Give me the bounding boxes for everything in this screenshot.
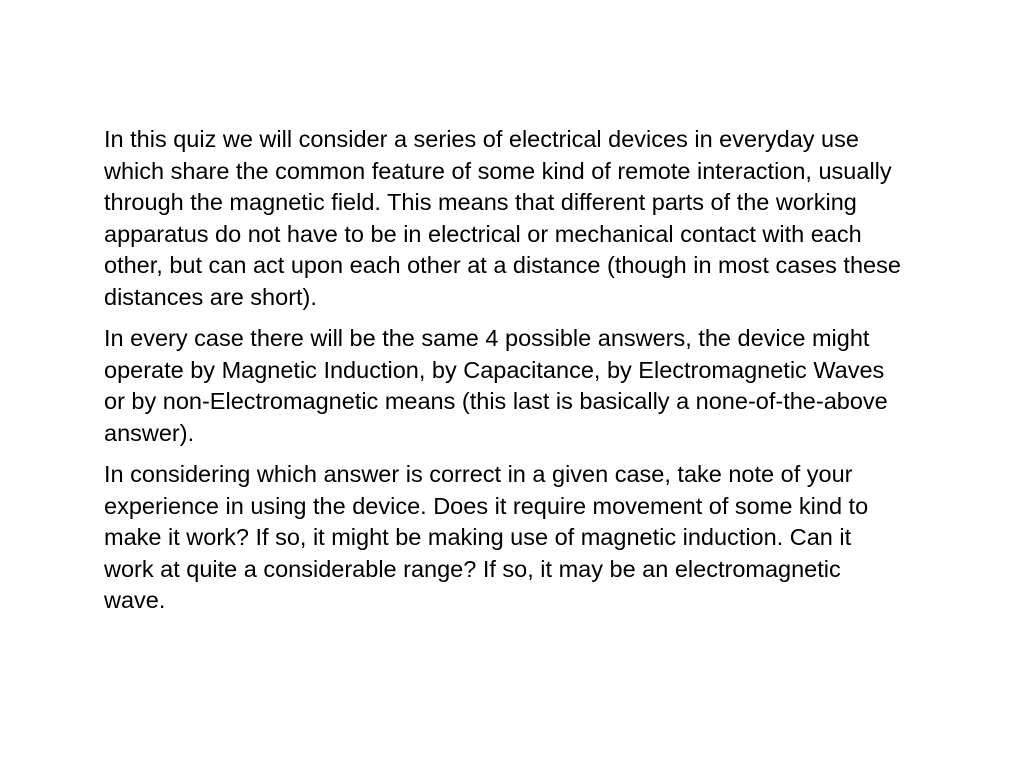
slide-body xyxy=(104,124,904,627)
paragraph-answers: In every case there will be the same 4 possible answers, the device might operate by Magnetic Induction, by Capacitance, by Electromagnetic Waves or by non-Electromagnetic means (this last is basically a none-of-the-above answer). xyxy=(104,325,888,446)
paragraph-guidance: In considering which answer is correct in a given case, take note of your experience in using the device. Does it require movement of some kind to make it work? If so, it might be making use of magnetic induction. Can it work at quite a considerable range? If so, it may be an electromagnetic wave. xyxy=(104,461,869,613)
paragraph-intro: In this quiz we will consider a series of electrical devices in everyday use which share the common feature of some kind of remote interaction, usually through the magnetic field. This means that different parts of the working apparatus do not have to be in electrical or mechanical contact with each other, but can act upon each other at a distance (though in most cases these distances are short). xyxy=(104,126,901,310)
